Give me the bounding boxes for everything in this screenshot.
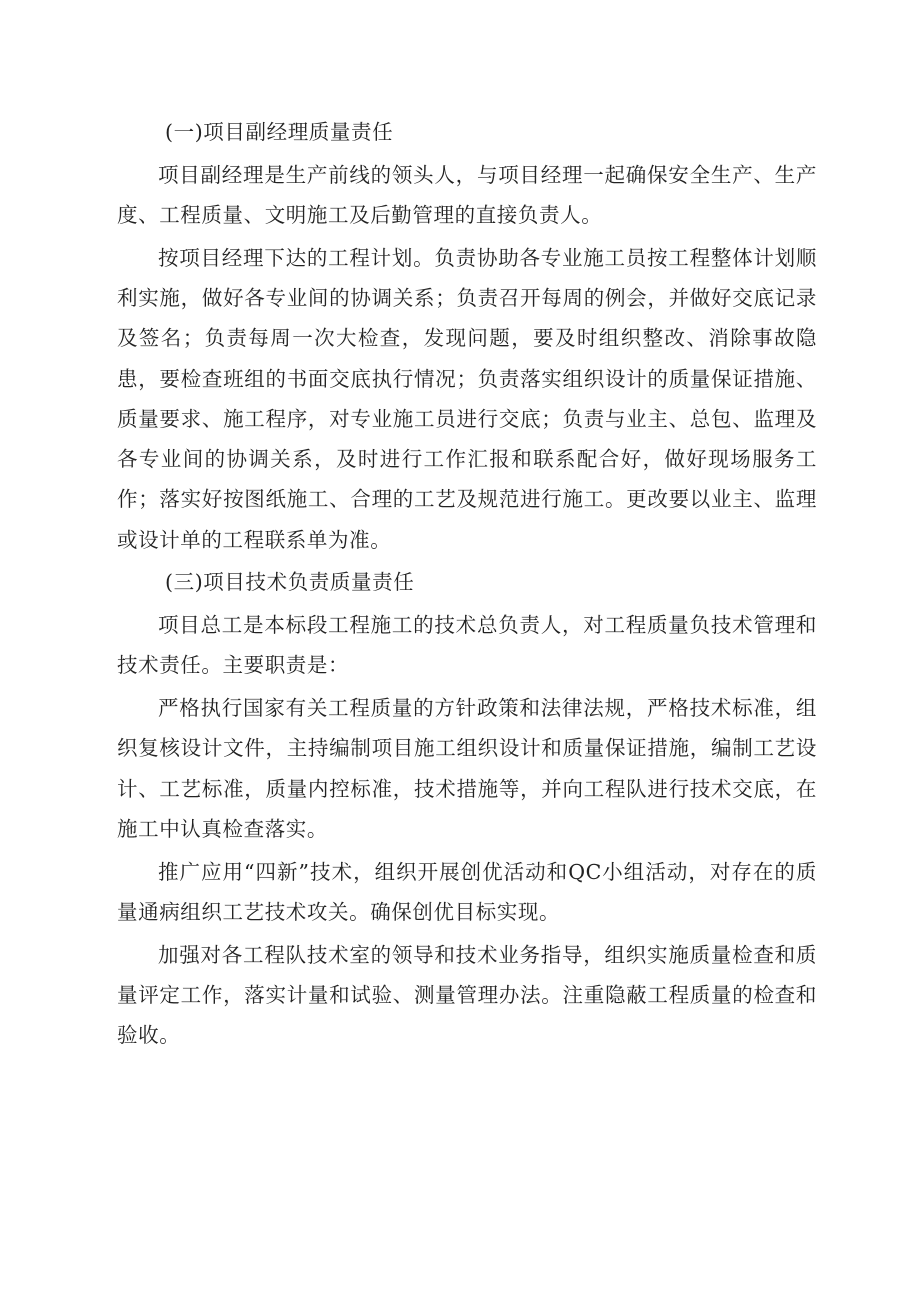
paragraph-deputy-manager-role: 项目副经理是生产前线的领头人，与项目经理一起确保安全生产、生产度、工程质量、文明施工及后勤管理的直接负责人。 [117, 162, 817, 227]
paragraph-technical-lead-role: 项目总工是本标段工程施工的技术总负责人，对工程质量负技术管理和技术责任。主要职责是： [117, 613, 817, 678]
paragraph-deputy-manager-duties: 按项目经理下达的工程计划。负责协助各专业施工员按工程整体计划顺利实施，做好各专业间的协调关系；负责召开每周的例会，并做好交底记录及签名；负责每周一次大检查，发现问题，要及时组织整改、消除事故隐患，要检查班组的书面交底执行情况；负责落实组织设计的质量保证措施、质量要求、施工程序，对专业施工员进行交底；负责与业主、总包、监理及各专业间的协调关系，及时进行工作汇报和联系配合好，做好现场服务工作；落实好按图纸施工、合理的工艺及规范进行施工。更改要以业主、监理或设计单的工程联系单为准。 [117, 245, 817, 552]
paragraph-four-new-technologies: 推广应用“四新”技术，组织开展创优活动和QC小组活动，对存在的质量通病组织工艺技术攻关。确保创优目标实现。 [117, 859, 817, 924]
document-body [117, 112, 817, 1058]
paragraph-quality-inspection: 加强对各工程队技术室的领导和技术业务指导，组织实施质量检查和质量评定工作，落实计量和试验、测量管理办法。注重隐蔽工程质量的检查和验收。 [117, 942, 817, 1048]
paragraph-technical-standards: 严格执行国家有关工程质量的方针政策和法律法规，严格技术标准，组织复核设计文件，主持编制项目施工组织设计和质量保证措施，编制工艺设计、工艺标准，质量内控标准，技术措施等，并向工程队进行技术交底，在施工中认真检查落实。 [117, 696, 817, 841]
section-heading-deputy-manager: (一)项目副经理质量责任 [165, 120, 394, 144]
section-heading-technical-lead: (三)项目技术负责质量责任 [165, 570, 415, 595]
